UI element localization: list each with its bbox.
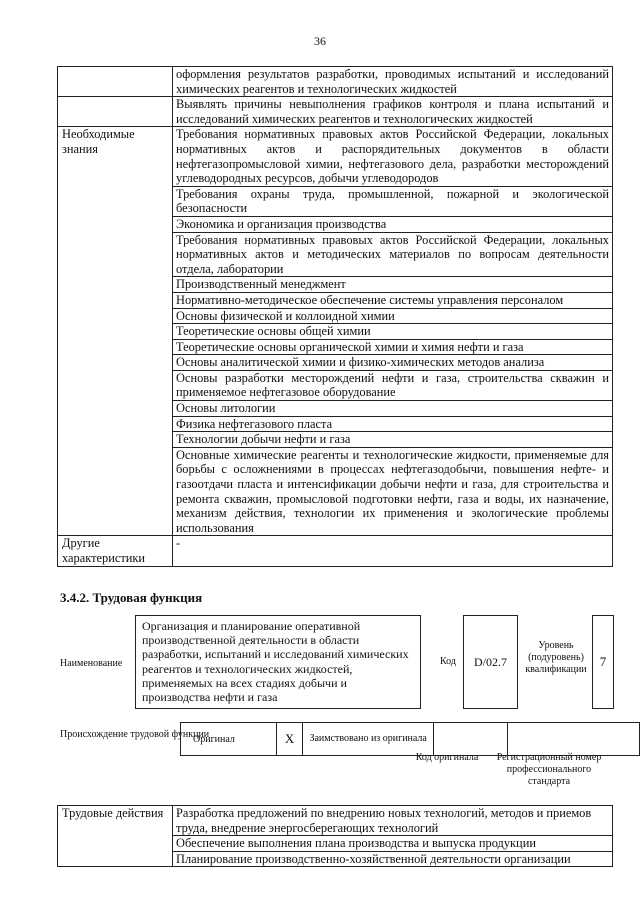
table-cell: Основы литологии: [173, 401, 613, 417]
actions-table: [57, 805, 613, 867]
section-heading: 3.4.2. Трудовая функция: [60, 590, 203, 605]
table-row: [58, 536, 613, 566]
table-cell: оформления результатов разработки, проводимых испытаний и исследований химических реагентов и технологических жидкостей: [173, 67, 613, 97]
table-row: [58, 806, 613, 836]
actions-label: Трудовые действия: [58, 806, 173, 867]
table-row: [181, 723, 640, 756]
code-label: Код: [440, 656, 456, 667]
other-characteristics-label: Другие характеристики: [58, 536, 173, 566]
qualification-level-box: [592, 615, 614, 709]
table-cell: Обеспечение выполнения плана производства и выпуска продукции: [173, 836, 613, 852]
table-cell: Выявлять причины невыполнения графиков контроля и плана испытаний и исследований химических реагентов и технологических жидкостей: [173, 97, 613, 127]
table-row: [58, 67, 613, 97]
table-cell: Производственный менеджмент: [173, 277, 613, 293]
table-row: [58, 127, 613, 186]
code-original-cell: [433, 723, 507, 756]
table-cell: Требования охраны труда, промышленной, пожарной и экологической безопасности: [173, 186, 613, 216]
table-cell: Основы аналитической химии и физико-химических методов анализа: [173, 355, 613, 371]
origin-label: Происхождение трудовой функции: [60, 729, 210, 740]
function-code-box: [463, 615, 518, 709]
table-cell: Основы разработки месторождений нефти и газа, строительства скважин и применяемое нефтегазовое оборудование: [173, 370, 613, 400]
table-cell: Требования нормативных правовых актов Российской Федерации, локальных нормативных актов и распорядительных документов в области нефтегазопромысловой химии, нефтегазового дела, разработки месторождений углеводородных ресурсов, добычи углеводородов: [173, 127, 613, 186]
reg-number-cell: [508, 723, 640, 756]
function-code-value: D/02.7: [474, 654, 507, 669]
table-cell: Основы физической и коллоидной химии: [173, 308, 613, 324]
reg-number-caption: Регистрационный номер профессионального стандарта: [496, 752, 602, 787]
table-cell: Основные химические реагенты и технологические жидкости, применяемые для борьбы с осложнениями в процессах нефтегазодобычи, повышения нефте- и газоотдачи пласта и интенсификации добычи нефти и газа, для строительства и ремонта скважин, промысловой подготовки нефти, газа и воды, их назначение, механизм действия, технологии их применения и экологические проблемы использования: [173, 447, 613, 536]
table-cell: -: [173, 536, 613, 566]
empty-label-cell: [58, 67, 173, 97]
table-row: [58, 97, 613, 127]
borrowed-label: Заимствовано из оригинала: [303, 723, 433, 756]
table-cell: Технологии добычи нефти и газа: [173, 432, 613, 448]
table-cell: Разработка предложений по внедрению новых технологий, методов и приемов труда, внедрение энергосберегающих технологий: [173, 806, 613, 836]
empty-label-cell: [58, 97, 173, 127]
table-cell: Теоретические основы общей химии: [173, 324, 613, 340]
original-mark: X: [276, 723, 303, 756]
page-number: 36: [314, 34, 326, 48]
table-cell: Экономика и организация производства: [173, 216, 613, 232]
code-original-caption: Код оригинала: [415, 752, 479, 763]
knowledge-label: Необходимые знания: [58, 127, 173, 536]
name-label: Наименование: [60, 658, 123, 669]
qualification-level-value: 7: [599, 654, 607, 669]
knowledge-table: [57, 66, 613, 567]
table-cell: Нормативно-методическое обеспечение системы управления персоналом: [173, 292, 613, 308]
table-cell: Теоретические основы органической химии и химия нефти и газа: [173, 339, 613, 355]
table-cell: Требования нормативных правовых актов Российской Федерации, локальных нормативных актов и методических материалов по вопросам деятельности отдела, лаборатории: [173, 232, 613, 277]
function-name-box: Организация и планирование оперативной производственной деятельности в области разработки, испытаний и исследований химических реагентов и технологических жидкостей, применяемых на всех стадиях добычи и производства нефти и газа: [135, 615, 421, 709]
table-cell: Планирование производственно-хозяйственной деятельности организации: [173, 851, 613, 867]
origin-table: [180, 722, 640, 756]
table-cell: Физика нефтегазового пласта: [173, 416, 613, 432]
original-label: Оригинал: [181, 723, 277, 756]
qualification-level-label: Уровень (подуровень) квалификации: [525, 640, 587, 675]
